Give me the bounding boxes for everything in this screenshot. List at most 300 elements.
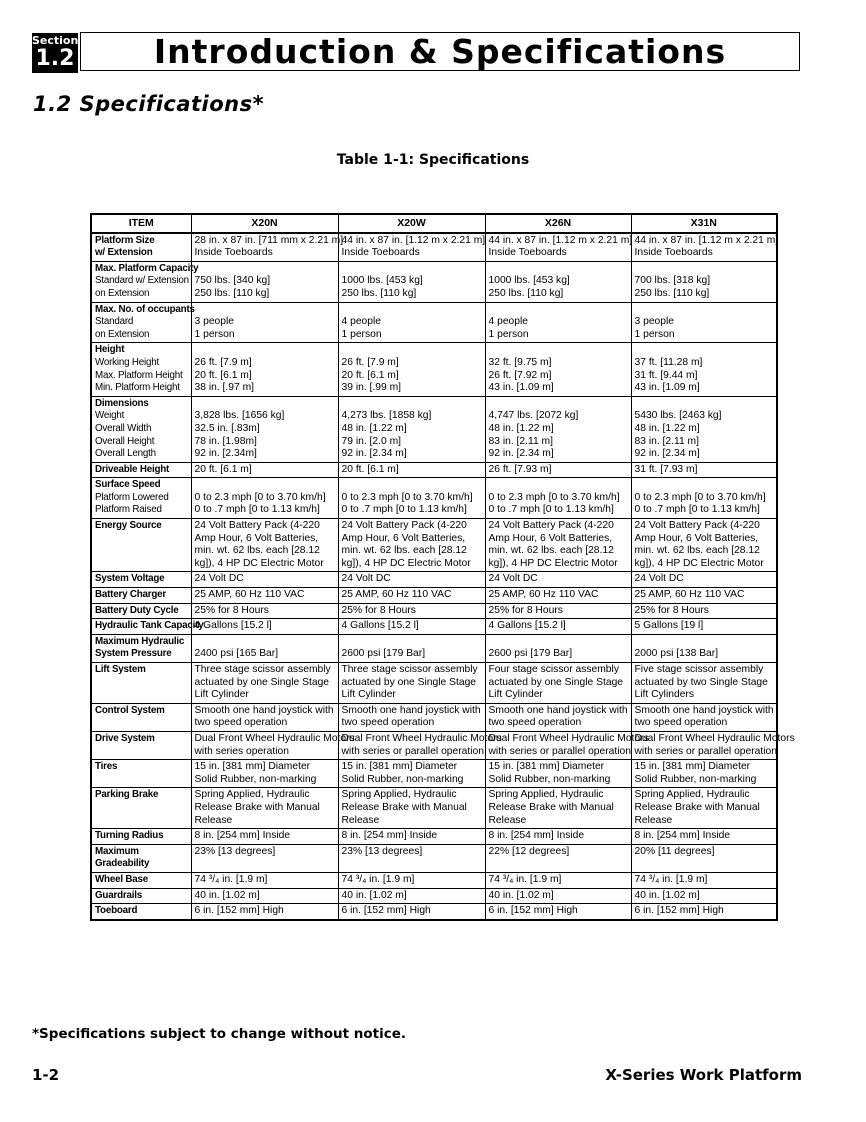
cell-line: 24 Volt DC xyxy=(488,573,538,585)
table-cell xyxy=(631,829,777,845)
cell-line: with series operation xyxy=(194,745,289,757)
row-label-line: Battery Duty Cycle xyxy=(95,604,179,616)
table-cell xyxy=(191,904,338,920)
column-header-x26n: X26N xyxy=(485,214,631,233)
row-label xyxy=(91,603,191,619)
cell-line: 0 to .7 mph [0 to 1.13 km/h] xyxy=(488,504,614,516)
cell-line: 0 to 2.3 mph [0 to 3.70 km/h] xyxy=(194,491,326,503)
cell-line: 8 in. [254 mm] Inside xyxy=(341,830,438,842)
cell-line: with series or parallel operation xyxy=(488,745,632,757)
cell-line: min. wt. 62 lbs. each [28.12 xyxy=(341,545,467,557)
cell-line: 28 in. x 87 in. [711 mm x 2.21 m] xyxy=(194,234,344,246)
cell-line: 48 in. [1.22 m] xyxy=(634,422,700,434)
table-cell xyxy=(191,302,338,343)
table-cell xyxy=(191,788,338,829)
cell-line: 43 in. [1.09 m] xyxy=(634,382,700,394)
table-cell xyxy=(338,904,485,920)
row-label-line: Maximum xyxy=(95,845,139,857)
cell-line: Spring Applied, Hydraulic xyxy=(634,789,750,801)
table-cell xyxy=(338,703,485,731)
cell-line: 4 people xyxy=(341,316,382,328)
table-cell xyxy=(191,634,338,662)
table-cell xyxy=(338,760,485,788)
cell-line: Lift Cylinder xyxy=(194,689,249,701)
cell-line: 44 in. x 87 in. [1.12 m x 2.21 m] xyxy=(634,234,779,246)
row-label-line: Toeboard xyxy=(95,905,138,917)
table-cell xyxy=(338,233,485,262)
table-cell xyxy=(338,844,485,872)
cell-line: 92 in. [2.34 m] xyxy=(488,448,554,460)
cell-line: 0 to 2.3 mph [0 to 3.70 km/h] xyxy=(488,491,620,503)
cell-line: 83 in. [2.11 m] xyxy=(488,435,553,447)
cell-line: Spring Applied, Hydraulic xyxy=(488,789,604,801)
table-cell xyxy=(485,302,631,343)
cell-line: min. wt. 62 lbs. each [28.12 xyxy=(488,545,614,557)
cell-line: 2600 psi [179 Bar] xyxy=(341,648,426,660)
row-label-line: Driveable Height xyxy=(95,463,170,475)
cell-line: 79 in. [2.0 m] xyxy=(341,435,402,447)
cell-line: 250 lbs. [110 kg] xyxy=(194,287,270,299)
cell-line: 15 in. [381 mm] Diameter xyxy=(488,761,605,773)
table-cell xyxy=(631,588,777,604)
table-cell xyxy=(338,343,485,396)
cell-line: two speed operation xyxy=(488,717,582,729)
cell-line: 40 in. [1.02 m] xyxy=(634,889,700,901)
cell-line: 92 in. [2.34 m] xyxy=(341,448,407,460)
cell-line: 43 in. [1.09 m] xyxy=(488,382,554,394)
cell-line: Solid Rubber, non-marking xyxy=(341,773,464,785)
cell-line: 1 person xyxy=(194,328,235,340)
table-row xyxy=(91,396,777,462)
cell-line: kg]), 4 HP DC Electric Motor xyxy=(341,557,471,569)
row-label xyxy=(91,572,191,588)
column-header-x31n: X31N xyxy=(631,214,777,233)
row-label xyxy=(91,634,191,662)
row-label xyxy=(91,760,191,788)
cell-line: 24 Volt Battery Pack (4-220 xyxy=(194,520,320,532)
cell-line: 48 in. [1.22 m] xyxy=(341,422,407,434)
cell-line: 92 in. [2.34m] xyxy=(194,448,257,460)
cell-line: 78 in. [1.98m] xyxy=(194,435,257,447)
row-label xyxy=(91,844,191,872)
cell-line: 750 lbs. [340 kg] xyxy=(194,275,271,287)
table-row xyxy=(91,572,777,588)
cell-line: Solid Rubber, non-marking xyxy=(488,773,611,785)
cell-line: two speed operation xyxy=(194,717,288,729)
table-cell xyxy=(191,760,338,788)
table-cell xyxy=(338,603,485,619)
cell-line: 20% [11 degrees] xyxy=(634,845,715,857)
table-cell xyxy=(631,788,777,829)
row-label xyxy=(91,788,191,829)
table-cell xyxy=(338,663,485,704)
row-label-line: Wheel Base xyxy=(95,873,148,885)
table-row xyxy=(91,731,777,759)
table-cell xyxy=(485,478,631,519)
cell-line: 15 in. [381 mm] Diameter xyxy=(634,761,751,773)
cell-line: 5430 lbs. [2463 kg] xyxy=(634,410,722,422)
cell-line: 3 people xyxy=(634,316,675,328)
table-cell xyxy=(485,261,631,302)
cell-line: 22% [12 degrees] xyxy=(488,845,570,857)
cell-line: 74 ³/₄ in. [1.9 m] xyxy=(634,873,708,885)
cell-line: 20 ft. [6.1 m] xyxy=(341,463,399,475)
table-row xyxy=(91,603,777,619)
cell-line: 5 Gallons [19 l] xyxy=(634,620,704,632)
table-body xyxy=(91,233,795,920)
row-label xyxy=(91,462,191,478)
cell-line: 24 Volt DC xyxy=(194,573,244,585)
cell-line: Smooth one hand joystick with xyxy=(488,704,628,716)
table-cell xyxy=(631,519,777,572)
cell-line: 8 in. [254 mm] Inside xyxy=(488,830,585,842)
cell-line: Dual Front Wheel Hydraulic Motors xyxy=(488,732,649,744)
table-cell xyxy=(485,519,631,572)
cell-line: 0 to 2.3 mph [0 to 3.70 km/h] xyxy=(634,491,766,503)
row-label-line: Overall Height xyxy=(95,435,155,447)
table-cell xyxy=(191,829,338,845)
table-row xyxy=(91,462,777,478)
cell-line: kg]), 4 HP DC Electric Motor xyxy=(488,557,618,569)
table-cell xyxy=(338,519,485,572)
cell-line: 24 Volt DC xyxy=(341,573,391,585)
section-badge xyxy=(32,33,78,73)
cell-line: Four stage scissor assembly xyxy=(488,664,619,675)
table-row xyxy=(91,663,777,704)
cell-line: Smooth one hand joystick with xyxy=(341,704,481,716)
row-label xyxy=(91,519,191,572)
cell-line: 44 in. x 87 in. [1.12 m x 2.21 m] xyxy=(488,234,633,246)
table-cell xyxy=(338,302,485,343)
table-cell xyxy=(338,478,485,519)
row-label-line: Hydraulic Tank Capacity xyxy=(95,620,204,632)
table-cell xyxy=(191,603,338,619)
cell-line: 15 in. [381 mm] Diameter xyxy=(341,761,458,773)
cell-line: Release xyxy=(488,814,527,826)
cell-line: 20 ft. [6.1 m] xyxy=(194,369,252,381)
table-cell xyxy=(191,519,338,572)
table-cell xyxy=(191,462,338,478)
cell-line: 37 ft. [11.28 m] xyxy=(634,356,703,368)
row-label-line: Platform Raised xyxy=(95,504,162,516)
table-row xyxy=(91,872,777,888)
cell-line: 1 person xyxy=(341,328,382,340)
table-cell xyxy=(631,343,777,396)
cell-line: 38 in. [.97 m] xyxy=(194,382,255,394)
table-cell xyxy=(631,572,777,588)
cell-line: 1 person xyxy=(488,328,529,340)
row-label-line: Control System xyxy=(95,704,165,716)
table-cell xyxy=(631,396,777,462)
table-cell xyxy=(485,788,631,829)
table-caption: Table 1-1: Specifications xyxy=(336,152,530,168)
table-cell xyxy=(485,888,631,904)
table-cell xyxy=(338,619,485,635)
table-cell xyxy=(485,634,631,662)
row-label xyxy=(91,904,191,920)
table-cell xyxy=(338,261,485,302)
table-row xyxy=(91,888,777,904)
table-row xyxy=(91,343,777,396)
cell-line: 83 in. [2.11 m] xyxy=(634,435,699,447)
table-row xyxy=(91,904,777,920)
document-title: X-Series Work Platform xyxy=(605,1066,802,1084)
row-label-line: Standard xyxy=(95,316,134,328)
cell-line: 2400 psi [165 Bar] xyxy=(194,648,279,660)
row-label-line: Working Height xyxy=(95,356,159,368)
table-cell xyxy=(631,462,777,478)
cell-line: Amp Hour, 6 Volt Batteries, xyxy=(488,532,613,544)
row-label xyxy=(91,233,191,262)
cell-line: 25% for 8 Hours xyxy=(488,604,563,616)
table-cell xyxy=(485,588,631,604)
cell-line: 4 Gallons [15.2 l] xyxy=(194,620,272,632)
table-cell xyxy=(631,634,777,662)
table-cell xyxy=(338,572,485,588)
cell-line: with series or parallel operation xyxy=(341,745,485,757)
cell-line: Inside Toeboards xyxy=(194,247,273,259)
cell-line: Spring Applied, Hydraulic xyxy=(341,789,457,801)
cell-line: 74 ³/₄ in. [1.9 m] xyxy=(488,873,562,885)
table-cell xyxy=(631,888,777,904)
cell-line: 26 ft. [7.92 m] xyxy=(488,369,552,381)
cell-line: 32.5 in. [.83m] xyxy=(194,422,260,434)
table-cell xyxy=(338,888,485,904)
cell-line: 250 lbs. [110 kg] xyxy=(341,287,417,299)
cell-line: 32 ft. [9.75 m] xyxy=(488,356,552,368)
row-label xyxy=(91,703,191,731)
table-cell xyxy=(631,619,777,635)
table-cell xyxy=(485,603,631,619)
table-cell xyxy=(338,872,485,888)
table-cell xyxy=(338,731,502,759)
cell-line: 25 AMP, 60 Hz 110 VAC xyxy=(488,589,599,601)
column-header-item: ITEM xyxy=(91,214,191,233)
table-cell xyxy=(485,904,631,920)
table-cell xyxy=(191,844,338,872)
row-label xyxy=(91,478,191,519)
specifications-table xyxy=(90,213,795,921)
row-label xyxy=(91,731,191,759)
cell-line: 24 Volt Battery Pack (4-220 xyxy=(341,520,467,532)
cell-line: kg]), 4 HP DC Electric Motor xyxy=(634,557,764,569)
cell-line: 26 ft. [7.93 m] xyxy=(488,463,552,475)
table-cell xyxy=(631,302,777,343)
cell-line: 1000 lbs. [453 kg] xyxy=(341,275,423,287)
table-cell xyxy=(485,396,631,462)
cell-line: Smooth one hand joystick with xyxy=(194,704,334,716)
cell-line: 3,828 lbs. [1656 kg] xyxy=(194,410,285,422)
row-label-line: Battery Charger xyxy=(95,589,167,601)
table-row xyxy=(91,233,777,262)
table-cell xyxy=(485,829,631,845)
cell-line: Release Brake with Manual xyxy=(634,801,760,813)
row-label-line: Platform Lowered xyxy=(95,491,169,503)
row-label-line: Energy Source xyxy=(95,520,162,532)
cell-line: Lift Cylinder xyxy=(488,689,543,701)
table-cell xyxy=(191,663,338,704)
row-label xyxy=(91,261,199,302)
table-cell xyxy=(191,261,338,302)
table-cell xyxy=(631,603,777,619)
table-row xyxy=(91,634,777,662)
row-label-line: w/ Extension xyxy=(95,247,153,259)
cell-line: 250 lbs. [110 kg] xyxy=(634,287,710,299)
table-row xyxy=(91,302,777,343)
table-cell xyxy=(485,703,631,731)
row-label-line: Platform Size xyxy=(95,234,155,246)
table-cell xyxy=(631,731,795,759)
cell-line: 0 to .7 mph [0 to 1.13 km/h] xyxy=(341,504,467,516)
row-label-line: Overall Length xyxy=(95,448,156,460)
cell-line: 8 in. [254 mm] Inside xyxy=(634,830,731,842)
cell-line: Five stage scissor assembly xyxy=(634,664,764,675)
cell-line: Release Brake with Manual xyxy=(194,801,320,813)
cell-line: 3 people xyxy=(194,316,235,328)
cell-line: 0 to .7 mph [0 to 1.13 km/h] xyxy=(634,504,760,516)
cell-line: 4,273 lbs. [1858 kg] xyxy=(341,410,432,422)
table-header-row xyxy=(91,214,777,233)
table-cell xyxy=(631,904,777,920)
cell-line: with series or parallel operation xyxy=(634,745,778,757)
row-label xyxy=(91,829,191,845)
table-cell xyxy=(485,572,631,588)
row-label-line: System Voltage xyxy=(95,573,165,585)
table-row xyxy=(91,619,777,635)
table-cell xyxy=(485,872,631,888)
cell-line: 0 to .7 mph [0 to 1.13 km/h] xyxy=(194,504,320,516)
table-cell xyxy=(338,462,485,478)
cell-line: Release xyxy=(194,814,233,826)
table-cell xyxy=(191,588,338,604)
cell-line: Release xyxy=(341,814,380,826)
cell-line: 1000 lbs. [453 kg] xyxy=(488,275,570,287)
cell-line: 25% for 8 Hours xyxy=(341,604,416,616)
table-cell xyxy=(631,261,777,302)
cell-line: 6 in. [152 mm] High xyxy=(488,905,578,917)
cell-line: 25 AMP, 60 Hz 110 VAC xyxy=(634,589,745,601)
table-row xyxy=(91,788,777,829)
table-cell xyxy=(338,829,485,845)
row-label-line: Tires xyxy=(95,761,118,773)
cell-line: 39 in. [.99 m] xyxy=(341,382,402,394)
table-cell xyxy=(631,233,777,262)
cell-line: 40 in. [1.02 m] xyxy=(194,889,260,901)
table-cell xyxy=(631,844,777,872)
cell-line: Dual Front Wheel Hydraulic Motors xyxy=(341,732,502,744)
cell-line: 2600 psi [179 Bar] xyxy=(488,648,573,660)
cell-line: 700 lbs. [318 kg] xyxy=(634,275,711,287)
column-header-x20n: X20N xyxy=(191,214,338,233)
table-cell xyxy=(485,760,631,788)
cell-line: Inside Toeboards xyxy=(341,247,420,259)
row-label xyxy=(91,888,191,904)
row-label-line: Max. Platform Capacity xyxy=(95,262,199,274)
table-row xyxy=(91,519,777,572)
cell-line: 25 AMP, 60 Hz 110 VAC xyxy=(341,589,452,601)
cell-line: 74 ³/₄ in. [1.9 m] xyxy=(341,873,415,885)
cell-line: Inside Toeboards xyxy=(488,247,567,259)
cell-line: 0 to 2.3 mph [0 to 3.70 km/h] xyxy=(341,491,473,503)
cell-line: 23% [13 degrees] xyxy=(341,845,423,857)
row-label-line: Surface Speed xyxy=(95,479,161,491)
cell-line: 4,747 lbs. [2072 kg] xyxy=(488,410,579,422)
cell-line: 25% for 8 Hours xyxy=(634,604,709,616)
section-word: Section xyxy=(32,34,79,47)
table-cell xyxy=(631,703,777,731)
row-label-line: Lift System xyxy=(95,664,146,675)
cell-line: 48 in. [1.22 m] xyxy=(488,422,554,434)
table-cell xyxy=(191,872,338,888)
page-title-box xyxy=(80,32,800,71)
cell-line: Dual Front Wheel Hydraulic Motors xyxy=(634,732,795,744)
row-label-line: Dimensions xyxy=(95,397,149,409)
cell-line: 40 in. [1.02 m] xyxy=(488,889,554,901)
cell-line: Amp Hour, 6 Volt Batteries, xyxy=(341,532,466,544)
cell-line: 44 in. x 87 in. [1.12 m x 2.21 m] xyxy=(341,234,486,246)
cell-line: Dual Front Wheel Hydraulic Motors xyxy=(194,732,355,744)
table-row xyxy=(91,261,777,302)
table-cell xyxy=(191,703,338,731)
table-cell xyxy=(485,663,631,704)
section-number: 1.2 xyxy=(35,46,75,71)
table-row xyxy=(91,829,777,845)
table-row xyxy=(91,588,777,604)
cell-line: 40 in. [1.02 m] xyxy=(341,889,407,901)
table-row xyxy=(91,703,777,731)
row-label xyxy=(91,396,191,462)
cell-line: 20 ft. [6.1 m] xyxy=(194,463,252,475)
cell-line: Three stage scissor assembly xyxy=(341,664,478,675)
cell-line: Release xyxy=(634,814,673,826)
table-cell xyxy=(191,619,338,635)
cell-line: Amp Hour, 6 Volt Batteries, xyxy=(194,532,319,544)
cell-line: 25% for 8 Hours xyxy=(194,604,269,616)
row-label-line: Min. Platform Height xyxy=(95,382,180,394)
table-cell xyxy=(485,462,631,478)
cell-line: Lift Cylinders xyxy=(634,689,695,701)
footnote: *Specifications subject to change without notice. xyxy=(32,1026,407,1042)
row-label-line: Gradeability xyxy=(95,858,150,870)
column-header-x20w: X20W xyxy=(338,214,485,233)
row-label-line: Maximum Hydraulic xyxy=(95,635,185,647)
cell-line: 31 ft. [9.44 m] xyxy=(634,369,698,381)
table-cell xyxy=(338,588,485,604)
cell-line: two speed operation xyxy=(634,717,728,729)
cell-line: 6 in. [152 mm] High xyxy=(194,905,284,917)
cell-line: 250 lbs. [110 kg] xyxy=(488,287,564,299)
table-cell xyxy=(338,396,485,462)
cell-line: 26 ft. [7.9 m] xyxy=(194,356,252,368)
cell-line: Amp Hour, 6 Volt Batteries, xyxy=(634,532,759,544)
cell-line: two speed operation xyxy=(341,717,435,729)
cell-line: 4 Gallons [15.2 l] xyxy=(488,620,566,632)
table-cell xyxy=(485,844,631,872)
cell-line: Solid Rubber, non-marking xyxy=(194,773,317,785)
table-cell xyxy=(338,634,485,662)
cell-line: 1 person xyxy=(634,328,675,340)
page-number: 1-2 xyxy=(32,1066,60,1084)
row-label-line: Max. No. of occupants xyxy=(95,303,195,315)
row-label-line: Height xyxy=(95,344,125,356)
table-cell xyxy=(338,788,485,829)
cell-line: 24 Volt DC xyxy=(634,573,684,585)
cell-line: actuated by one Single Stage xyxy=(488,676,624,688)
row-label-line: System Pressure xyxy=(95,648,172,660)
cell-line: kg]), 4 HP DC Electric Motor xyxy=(194,557,324,569)
row-label-line: Parking Brake xyxy=(95,789,159,801)
row-label xyxy=(91,302,195,343)
